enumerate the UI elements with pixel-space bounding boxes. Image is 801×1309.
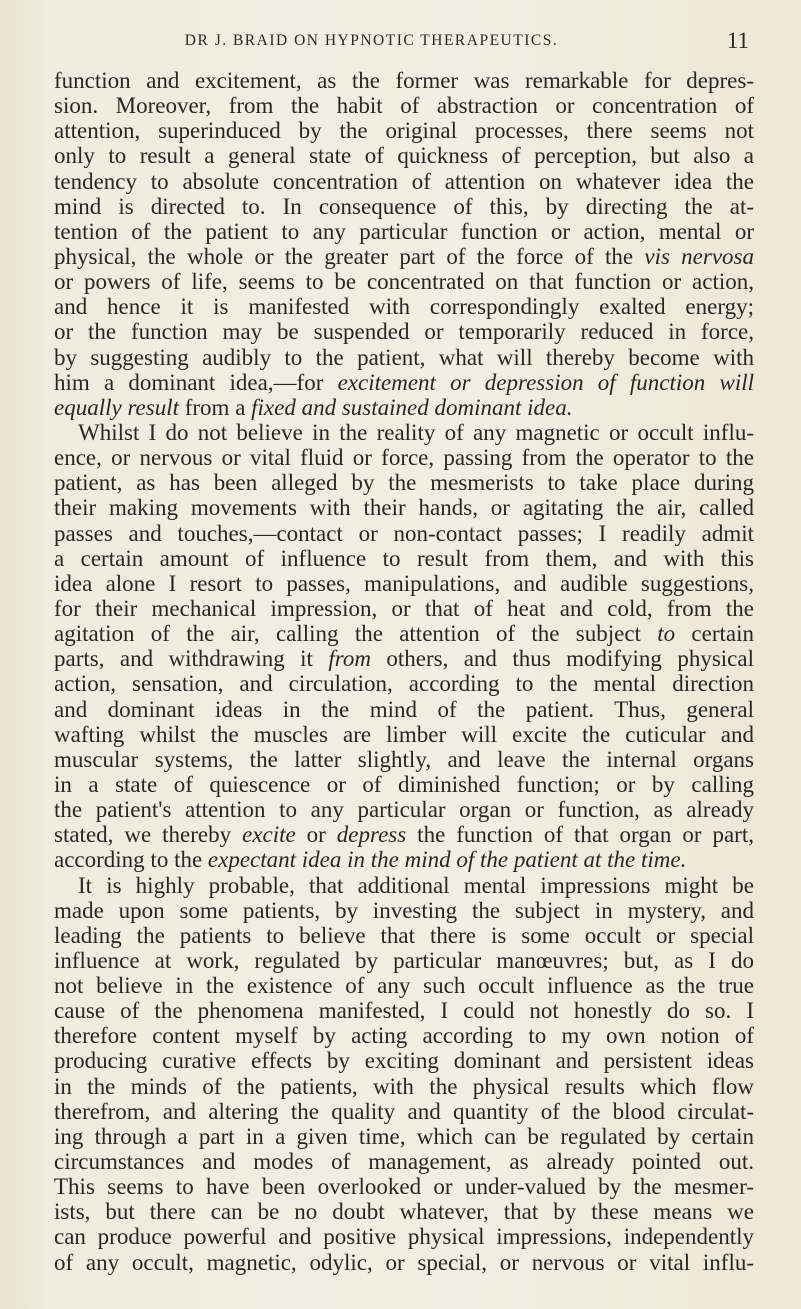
text-line bbox=[54, 873, 754, 898]
text-line bbox=[54, 68, 754, 93]
text-segment: cause of the phenomena manifested, I could not honestly do so. I bbox=[54, 998, 754, 1024]
text-line bbox=[54, 797, 754, 822]
text-segment: others, and thus modifying physical bbox=[370, 646, 754, 672]
text-segment: or the function may be suspended or temporarily reduced in force, bbox=[54, 319, 754, 345]
italic-text: excite bbox=[242, 822, 296, 848]
text-line bbox=[54, 244, 754, 269]
text-segment: not believe in the existence of any such occult influence as the true bbox=[54, 973, 754, 999]
text-segment: physical, the whole or the greater part of the force of the bbox=[54, 243, 645, 269]
text-segment: parts, and withdrawing it bbox=[54, 646, 329, 672]
text-segment: muscular systems, the latter slightly, and leave the internal organs bbox=[54, 746, 754, 772]
text-segment: sion. Moreover, from the habit of abstraction or concentration of bbox=[54, 93, 754, 119]
page-header bbox=[54, 22, 749, 62]
text-line bbox=[54, 646, 754, 671]
text-segment: made upon some patients, by investing the subject in mystery, and bbox=[54, 897, 754, 923]
text-segment: It is highly probable, that additional mental impressions might be bbox=[78, 872, 754, 898]
text-line bbox=[54, 319, 754, 344]
running-head: DR J. BRAID ON HYPNOTIC THERAPEUTICS. bbox=[184, 32, 559, 49]
text-segment: a certain amount of influence to result from them, and with this bbox=[54, 545, 754, 571]
text-line bbox=[54, 370, 754, 395]
italic-text: vis nervosa bbox=[644, 243, 754, 269]
text-segment: certain bbox=[675, 621, 754, 647]
text-segment: and hence it is manifested with correspondingly exalted energy; bbox=[54, 294, 754, 320]
text-line bbox=[54, 521, 754, 546]
text-line bbox=[54, 546, 754, 571]
text-line bbox=[54, 169, 754, 194]
page-number: 11 bbox=[726, 28, 749, 53]
text-segment: tendency to absolute concentration of attention on whatever idea the bbox=[54, 168, 754, 194]
text-line bbox=[54, 118, 754, 143]
italic-text: excitement or depression of function will bbox=[337, 369, 755, 395]
text-segment: patient, as has been alleged by the mesmerists to take place during bbox=[54, 470, 754, 496]
text-segment: in the minds of the patients, with the physical results which flow bbox=[54, 1073, 754, 1099]
italic-text: expectant idea in the mind of the patient at the time. bbox=[207, 847, 687, 873]
text-segment: passes and touches,—contact or non-contact passes; I readily admit bbox=[54, 520, 754, 546]
text-segment: of any occult, magnetic, odylic, or special, or nervous or vital influ- bbox=[54, 1249, 754, 1275]
text-segment: therefore content myself by acting according to my own notion of bbox=[54, 1023, 754, 1049]
text-segment: producing curative effects by exciting dominant and persistent ideas bbox=[54, 1048, 754, 1074]
text-line bbox=[54, 194, 754, 219]
italic-text: to bbox=[657, 621, 676, 647]
text-line bbox=[54, 219, 754, 244]
text-line bbox=[54, 269, 754, 294]
text-segment: ists, but there can be no doubt whatever, that by these means we bbox=[54, 1199, 754, 1225]
text-segment: wafting whilst the muscles are limber will excite the cuticular and bbox=[54, 721, 754, 747]
text-line bbox=[54, 621, 754, 646]
text-segment: stated, we thereby bbox=[54, 822, 243, 848]
text-segment: function and excitement, as the former was remarkable for depres- bbox=[54, 68, 754, 93]
text-segment: therefrom, and altering the quality and quantity of the blood circulat- bbox=[54, 1098, 754, 1124]
text-segment: ing through a part in a given time, which can be regulated by certain bbox=[54, 1123, 754, 1149]
text-line bbox=[54, 1199, 754, 1224]
text-line bbox=[54, 898, 754, 923]
text-line bbox=[54, 1224, 754, 1249]
italic-text: from bbox=[328, 646, 371, 672]
text-line bbox=[54, 596, 754, 621]
text-segment: the function of that organ or part, bbox=[406, 822, 754, 848]
text-line bbox=[54, 1074, 754, 1099]
text-line bbox=[54, 772, 754, 797]
text-segment: leading the patients to believe that there is some occult or special bbox=[54, 922, 754, 948]
text-line bbox=[54, 571, 754, 596]
text-segment: by suggesting audibly to the patient, what will thereby become with bbox=[54, 344, 754, 370]
text-line bbox=[54, 923, 754, 948]
text-segment: or bbox=[295, 822, 337, 848]
text-segment: This seems to have been overlooked or under-valued by the mesmer- bbox=[54, 1174, 754, 1200]
text-segment: the patient's attention to any particular organ or function, as already bbox=[54, 797, 754, 823]
text-line bbox=[54, 671, 754, 696]
text-segment: in a state of quiescence or of diminished function; or by calling bbox=[54, 771, 754, 797]
text-line bbox=[54, 1174, 754, 1199]
text-line bbox=[54, 697, 754, 722]
text-segment: tention of the patient to any particular function or action, mental or bbox=[54, 218, 754, 244]
text-segment: circumstances and modes of management, as already pointed out. bbox=[54, 1149, 754, 1175]
text-segment: their making movements with their hands, or agitating the air, called bbox=[54, 495, 754, 521]
text-line bbox=[54, 722, 754, 747]
text-line bbox=[54, 948, 754, 973]
text-line bbox=[54, 143, 754, 168]
text-line bbox=[54, 93, 754, 118]
text-segment: for their mechanical impression, or that of heat and cold, from the bbox=[54, 595, 754, 621]
text-segment: Whilst I do not believe in the reality of any magnetic or occult influ- bbox=[78, 419, 754, 445]
body-text bbox=[54, 68, 754, 1275]
text-line bbox=[54, 1149, 754, 1174]
text-segment: agitation of the air, calling the attention of the subject bbox=[54, 621, 658, 647]
text-segment: can produce powerful and positive physical impressions, independently bbox=[54, 1224, 754, 1250]
text-line bbox=[54, 1048, 754, 1073]
text-line bbox=[54, 445, 754, 470]
text-segment: only to result a general state of quickness of perception, but also a bbox=[54, 143, 754, 169]
text-line bbox=[54, 345, 754, 370]
italic-text: fixed and sustained dominant idea. bbox=[251, 394, 573, 420]
text-line bbox=[54, 495, 754, 520]
text-segment: or powers of life, seems to be concentrated on that function or action, bbox=[54, 269, 754, 295]
text-line bbox=[54, 1099, 754, 1124]
text-line bbox=[54, 395, 754, 420]
text-segment: idea alone I resort to passes, manipulations, and audible suggestions, bbox=[54, 570, 754, 596]
text-line bbox=[54, 470, 754, 495]
text-line bbox=[54, 1124, 754, 1149]
text-segment: action, sensation, and circulation, according to the mental direction bbox=[54, 671, 754, 697]
text-line bbox=[54, 822, 754, 847]
text-line bbox=[54, 747, 754, 772]
text-line bbox=[54, 1023, 754, 1048]
text-segment: attention, superinduced by the original processes, there seems not bbox=[54, 118, 754, 144]
text-line bbox=[54, 847, 754, 872]
text-line bbox=[54, 1250, 754, 1275]
text-line bbox=[54, 294, 754, 319]
text-segment: and dominant ideas in the mind of the patient. Thus, general bbox=[54, 696, 754, 722]
text-line bbox=[54, 998, 754, 1023]
text-segment: influence at work, regulated by particular manœuvres; but, as I do bbox=[54, 947, 754, 973]
italic-text: depress bbox=[336, 822, 407, 848]
text-segment: him a dominant idea,—for bbox=[54, 369, 338, 395]
italic-text: equally result bbox=[54, 394, 179, 420]
text-segment: from a bbox=[178, 394, 252, 420]
text-segment: ence, or nervous or vital fluid or force, passing from the operator to the bbox=[54, 445, 754, 471]
text-line bbox=[54, 973, 754, 998]
text-segment: mind is directed to. In consequence of this, by directing the at- bbox=[54, 193, 754, 219]
text-segment: according to the bbox=[54, 847, 208, 873]
text-line bbox=[54, 420, 754, 445]
